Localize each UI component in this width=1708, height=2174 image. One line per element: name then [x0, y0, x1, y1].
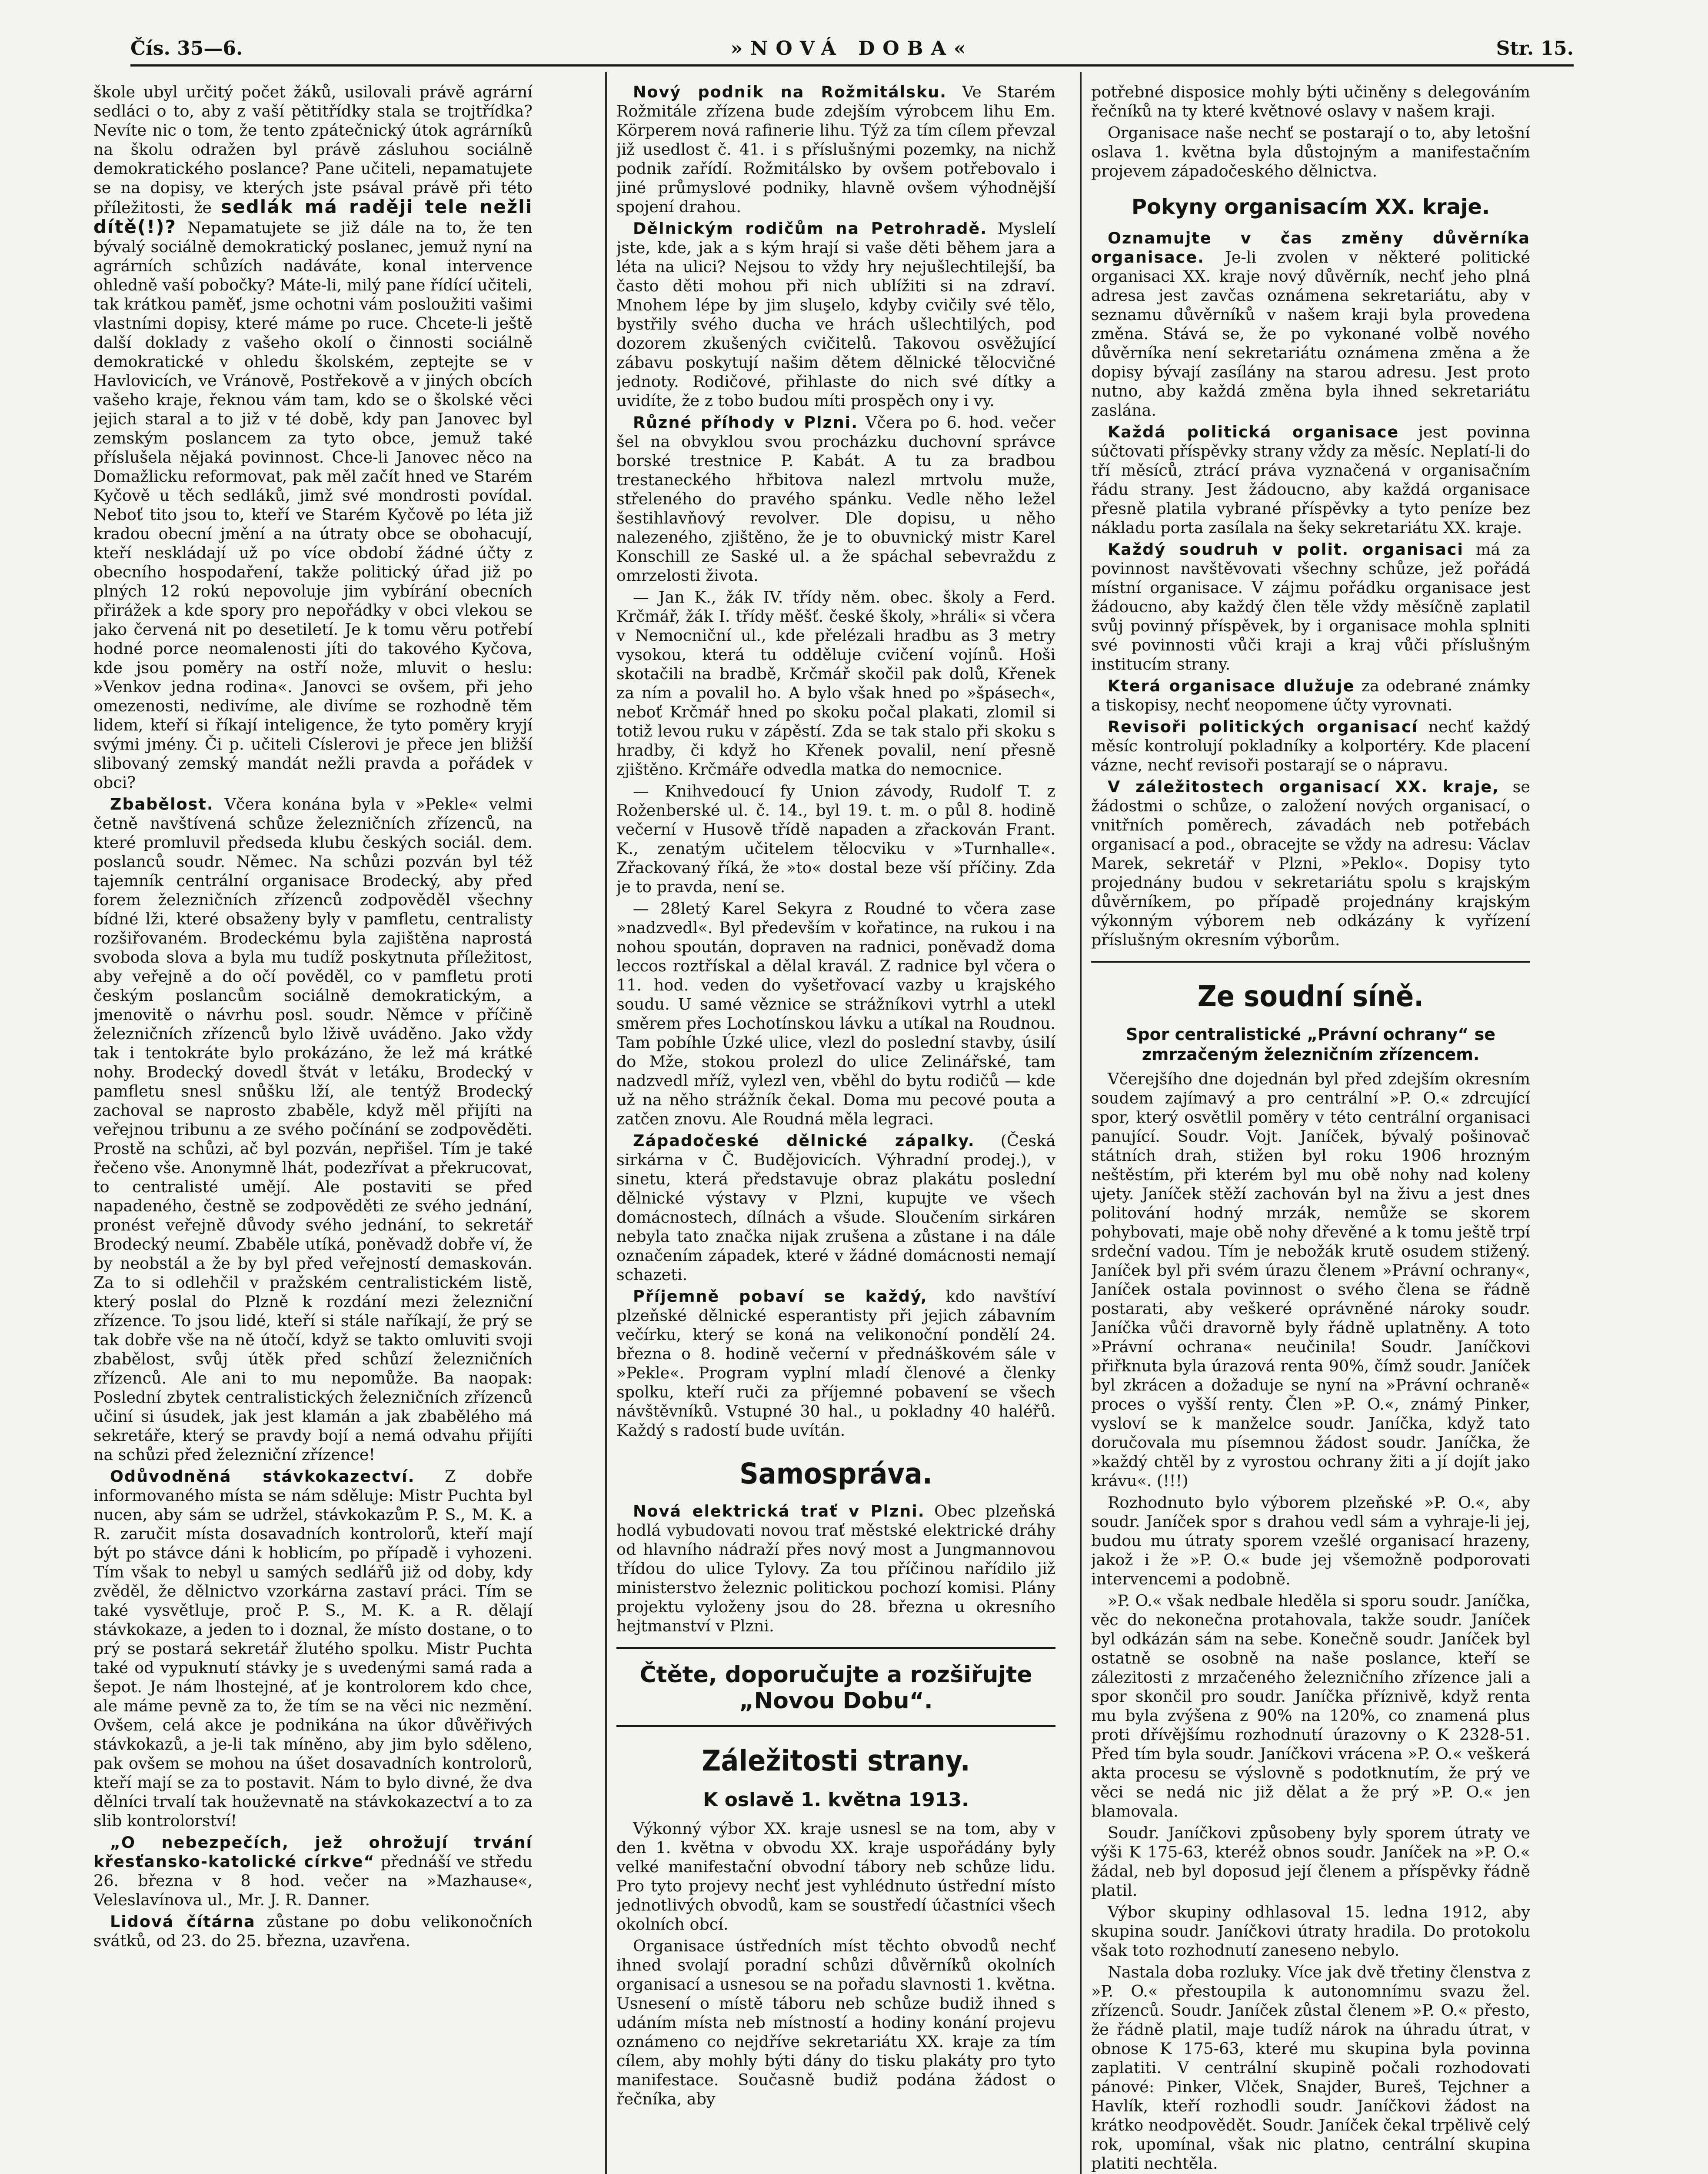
article-stavkokazectvi: Odůvodněná stávkokazectví. Z dobře informovaného místa se nám sděluje: Mistr Puchta byl nucen, aby sám se udržel, stávkokazům P. S., M. K. a R. zaručit místa dosavadních kontrolorů, kteří mají být po stávce dáni k hoblicím, po případě i vyhozeni. Tím však to nebyl u samých sedlářů již od doby, kdy zvěděl, že dělnictvo vzorkárna zastaví práci. Tím se také vysvětluje, proč P. S., M. K. a R. dělají stávkokaze, a jeden to i doznal, že místo dostane, o to prý se postará sekretář žlutého spolku. Mistr Puchta také od vypuknutí stávky je s uvedenými samá rada a šepot. Je nám lhostejné, ať je kontrolorem kdo chce, ale máme pevně za to, že tím se na věci nic nezmění. Ovšem, celá akce je podnikána na úkor důvěřivých stávkokazů, a je-li tak míněno, aby jim bylo sděleno, pak ovšem se mohou na úšet dosavadních kontrolorů, kteří mají se za to postavit. Nám to bylo divné, že dva dělníci trvalí tak houževnatě na stávkokazectví a to za slib kontrolorství! [93, 1467, 533, 1830]
column-rule-2 [1080, 72, 1082, 2174]
banner-nova-doba: Čtěte, doporučujte a rozšiřujte „Novou Dobu“. [639, 1662, 1032, 1714]
article-oslava-1: Výkonný výbor XX. kraje usnesl se na tom, aby v den 1. května v obvodu XX. kraje uspořádány byly velké manifestační obvodní tábory neb schůze lidu. Pro tyto projevy nechť jest vyhlédnuto ústřední místo jednotlivých obvodů, kam se soustředí účastníci všech okolních obcí. [616, 1819, 1055, 1934]
column-rule-1 [605, 72, 607, 2174]
article-school-text: škole ubyl určitý počet žáků, usilovali právě agrární sedláci o to, aby z vaší pětitřídky stala se trojtřídka? Nevíte nic o tom, že tento zpátečnický útok agrárníků na školu odražen byl právě zásluhou sociálně demokratického poslance? Pane učiteli, nepamatujete se na dopisy, ve kterých jste psával právě při této příležitosti, že sedlák má raději tele nežli dítě(!)? Nepamatujete se již dále na to, že ten bývalý sociálně demokratický poslanec, jemuž nyní na agrárních schůzích nadáváte, konal intervence ohledně vaší pobočky? Máte-li, milý pane řídící učiteli, tak krátkou paměť, jsme ochotni vám posloužiti vašimi vlastními dopisy, které máme po ruce. Chcete-li ještě další doklady z vašeho okolí o činnosti sociálně demokratické v ohledu školském, zeptejte se v Havlovicích, ve Vránově, Postřekově a v jiných obcích vašeho kraje, řeknou vám tam, kdo se o školské věci jejich staral a to již v té době, kdy pan Janovec byl zemským poslancem za tyto obce, jemuž také příslušela nějaká povinnost. Chce-li Janovec něco na Domažlicku reformovat, pak měl začít hned ve Starém Kyčově u těch sedláků, jimž své mondrosti povídal. Neboť tito jsou to, kteří ve Starém Kyčově po léta již kradou obecní jmění a na útraty obce se obohacují, kteří neskládají už po více období žádné účty z obecního hospodaření, takže politický úřad již po plných 12 rokú nepovoluje jim vybírání obecních přirážek a kde spory pro nepořádky v obci vlekou se jako červená nit po desetiletí. Je k tomu věru potřebí hodné porce neomalenosti jíti do takového Kyčova, kde jsou poměry na ostří nože, mluvit o heslu: »Venkov jedna rodina«. Janovci se ovšem, při jeho omezenosti, nedivíme, ale divíme se rozhodně těm lidem, kteří si říkají inteligence, že tyto poměry kryjí svými jmény. Či p. učiteli Císlerovi je přece jen bližší slibovaný zemský mandát nežli pravda a pořádek v obci? [93, 83, 533, 792]
newspaper-title: »NOVÁ DOBA« [730, 37, 974, 60]
section-samosprava: Samospráva. [739, 1457, 932, 1490]
article-oslava-cont-2: Organisace naše nechť se postarají o to, aby letošní oslava 1. května byla důstojným a manifestačním projevem západočeského dělnictva. [1091, 123, 1530, 180]
issue-number: Čís. 35—6. [130, 37, 243, 60]
article-esperanto: Příjemně pobaví se každý, kdo navštíví plzeňské dělnické esperantisty při jejich zábavním večírku, který se koná na velikonoční pondělí 24. března o 8. hodině večerní v přednáškovém sále v »Pekle«. Program vyplní mladí členové a členky spolku, kteří ruči za příjemné pobavení se všech návštěvníků. Vstupné 30 hal., u pokladny 40 haléřů. Každý s radostí bude uvítán. [616, 1287, 1055, 1440]
column-2 [616, 83, 1055, 2174]
article-citarna: Lidová čítárna zůstane po dobu velikonočních svátků, od 23. do 25. března, uzavřena. [93, 1912, 533, 1950]
article-elektricka: Nová elektrická trať v Plzni. Obec plzeňská hodlá vybudovati novou trať městské elektrické dráhy od hlavního nádraží přes nový most a Jungmannovou třídou do ulice Tylovy. Za tou příčinou nařídilo již ministerstvo železnic politickou pochozí komisi. Plány projektu vyloženy jsou do 28. března u okresního hejtmanství v Plzni. [616, 1502, 1055, 1635]
article-spor-6: Nastala doba rozluky. Více jak dvě třetiny členstva z »P. O.« přestoupila k autonomnímu svazu žel. zřízenců. Soudr. Janíček zůstal členem »P. O.« přesto, že řádně platil, maje tudíž nárok na úhradu útrat, v obnose K 175-63, které mu skupina byla povinna zaplatiti. V centrální skupině počali rozhodovati pánové: Pinker, Vlček, Snajder, Bureš, Tejchner a Havlík, kteří rozhodli soudr. Janíčkovi žádost na krátko neodpovědět. Soudr. Janíček čekal trpělivě celý rok, upomínal, však nic platno, centrální skupina platiti nechtěla. [1091, 1963, 1530, 2173]
subheading-oslava: K oslavě 1. května 1913. [703, 1789, 969, 1811]
section-zalezitosti: Záležitosti strany. [702, 1744, 970, 1777]
article-prispevky: Každá politická organisace jest povinna súčtovati příspěvky strany vždy za měsíc. Neplatí-li do tří měsíců, ztrácí práva vyznačená v organisačním řádu strany. Jest žádoucno, aby každá organisace přesně platila vybrané příspěvky a tyto peníze bez nákladu porta zasílala na šeky sekretariátu XX. kraje. [1091, 423, 1530, 537]
article-prednaska: „O nebezpečích, jež ohrožují trvání křesťansko-katolické církve“ přednáší ve středu 26. března v 8 hod. večer na »Mazhause«, Veleslavínova ul., Mr. J. R. Danner. [93, 1833, 533, 1909]
section-soudni-sin: Ze soudní síně. [1197, 980, 1424, 1013]
article-zbabelost: Zbabělost. Včera konána byla v »Pekle« velmi četně navštívená schůze železničních zřízenců, na které promluvil předseda klubu českých sociál. dem. poslanců soudr. Němec. Na schůzi pozván byl též tajemník centrální organisace Brodecký, aby před forem železničních zřízenců zodpověděl všechny bídné lži, které obsaženy byly v pamfletu, centralisty rozšiřovaném. Brodeckému byla zajištěna naprostá svoboda slova a byla mu tudíž poskytnuta příležitost, aby veřejně a do očí pověděl, co v pamfletu proti českým poslancům sociálně demokratickým, a jmenovitě o návrhu posl. soudr. Němce v příčině železničních zřízenců bylo lživě uváděno. Jako vždy tak i tentokráte bylo prokázáno, že lež má krátké nohy. Brodecký dovedl štvát v letáku, Brodecký v pamfletu snesl snůšku lží, ale tentýž Brodecký zachoval se naprosto zbaběle, když měl přijíti na veřejnou tribunu a ze svého počínání se zodpověděti. Prostě na schůzi, ač byl pozván, nepřišel. Tím je také řečeno vše. Anonymně lhát, podezřívat a překrucovat, to centralisté umějí. Ale postaviti se před napadeného, čestně se zodpověděti ze svého jednání, pronést veřejně důvody svého jednání, to sekretář Brodecký neumí. Zbaběle utíká, poněvadž dobře ví, že by neobstál a že by byl před veřejností demaskován. Za to si odlehčil v pražském centralistickém listě, který poslal do Plzně k rozdání mezi železniční zřízence. To jsou lidé, kteří si stále naříkají, že prý se tak dobře vše na ně útočí, když se takto omluviti svoji zbabělost, svůj útěk před schůzí železničních zřízenců. Ale ani to mu nepomůže. Ba naopak: Poslední zbytek centralistických železničních zřízenců učiní si úsudek, jak jest klamán a jak zbabělého má sekretáře, který se pravdy bojí a nemá odvahu přijíti na schůzi před železniční zřízence! [93, 795, 533, 1464]
article-spor-2: Rozhodnuto bylo výborem plzeňské »P. O.«, aby soudr. Janíček spor s drahou vedl sám a vyhraje-li jej, budou mu útraty sporem vzešlé organisací hrazeny, jakož i že »P. O.« bude jej všemožně podporovati intervencemi a podobně. [1091, 1493, 1530, 1588]
article-dluhy: Která organisace dlužuje za odebrané známky a tiskopisy, nechť neopomene účty vyrovnati. [1091, 677, 1530, 714]
article-prihody-3: — Knihvedoucí fy Union závody, Rudolf T. z Roženberské ul. č. 14., byl 19. t. m. o půl 8. hodině večerní v Husově třídě napaden a zřackován Frant. K., zenatým učitelem tělocviku v »Turnhalle«. Zřackovaný říká, že »to« dostal beze vší příčiny. Zda je to pravda, není se. [616, 782, 1055, 896]
article-prihody-4: — 28letý Karel Sekyra z Roudné to včera zase »nadzvedl«. Byl především v kořatince, na rukou i na nohou spoután, dopraven na radnici, poněvadž doma leccos roztřískal a dělal kravál. Z radnice byl včera o 11. hod. veden do vyšetřovací vazby u krajského soudu. U samé věznice se strážníkovi vytrhl a utekl směrem přes Lochotínskou lávku a utíkal na Roudnou. Tam pobíhle Úzké ulice, vlezl do poslední stavby, úsilí do Mže, stokou prolezl do ulice Zelinářské, tam nadzvedl mříž, vylezl ven, vběhl do bytu rodičů — kde už na něho strážník čekal. Doma mu pecové pouta a zatčen znovu. Ale Roudná měla legraci. [616, 899, 1055, 1128]
page-header [130, 34, 1574, 67]
article-prihody: Různé příhody v Plzni. Včera po 6. hod. večer šel na obvyklou svou procházku duchovní správce borské trestnice P. Kabát. A tu za bradbou trestaneckého hřbitova nalezl mrtvolu muže, střeleného do pravého spánku. Vedle něho ležel šestihlavňový revolver. Dle dopisu, u něho nalezeného, zjištěno, že je to obuvnický mistr Karel Konschill ze Saské ul. a že spáchal sebevraždu z omrzelosti života. [616, 413, 1055, 585]
divider [1091, 961, 1530, 963]
divider [616, 1647, 1055, 1649]
article-petrohrad: Dělnickým rodičům na Petrohradě. Myslelí jste, kde, jak a s kým hrají si vaše děti během jara a léta na ulici? Nejsou to vždy hry nejušlechtilejší, ba často děti mohou při nich ublížiti si na zdraví. Mnohem lépe by jim sluşelo, kdyby cvičily své tělo, bystřily svého ducha ve hrách ušlechtilých, pod dozorem zkušených cvičitelů. Takovou osvěžující zábavu poskytují našim dětem dělnické tělocvičné jednoty. Rodičové, přihlaste do nich své dítky a uvidíte, že z tobo budou míti prospěch ony i vy. [616, 219, 1055, 410]
article-oslava-2: Organisace ústředních míst těchto obvodů nechť ihned svolají poradní schůzi důvěrníků okolních organisací a usnesou se na pořadu slavnosti 1. května. Usnesení o místě táboru neb schůze budiž ihned s udáním místa neb místností a hodiny konání projevu oznámeno co nejdříve sekretariátu XX. kraje za tím cílem, aby mohly býti dány do tisku plakáty pro tyto manifestace. Současně budiž podána žádost o řečníka, aby [616, 1937, 1055, 2108]
column-1 [93, 83, 533, 2174]
article-schuze: Každý soudruh v polit. organisaci má za povinnost navštěvovati všechny schůze, jež pořádá místní organisace. V zájmu pořádku organisace jest žádoucno, aby každý člen těle vždy měsíčně zaplatil svůj povinný příspěvek, by i organisace mohla splniti své povinnosti vůči kraji a kraj vůči příslušným institucím strany. [1091, 540, 1530, 674]
article-rozmitalsko: Nový podnik na Rožmitálsku. Ve Starém Rožmitále zřízena bude zdejším výrobcem lihu Em. Körperem nová rafinerie lihu. Týž za tím cílem převzal již usedlost č. 41. i s příslušnými pozemky, na nichž podnik zařídí. Rožmitálsko by ovšem potřebovalo i jiné průmyslové podniky, hlavně ovšem výhodnější spojení drahou. [616, 83, 1055, 216]
article-zapalky: Západočeské dělnické zápalky. (Česká sirkárna v Č. Budějovicích. Výhradní prodej.), v sinetu, která představuje obraz plakátu poslední dělnické výstavy v Plzni, kupujte ve všech domácnostech, dílnách a všude. Sloučením sirkáren nebyla tato značka nijak zrušena a zůstane i na dále označením západek, které v žádné domácnosti nemají schazeti. [616, 1131, 1055, 1284]
section-pokyny: Pokyny organisacím XX. kraje. [1131, 195, 1490, 219]
article-zalezitosti-kraje: V záležitostech organisací XX. kraje, se žádostmi o schůze, o založení nových organisací, o vnitřních poměrech, závadách neb potřebách organisací a pod., obracejte se vždy na adresu: Václav Marek, sekretář v Plzni, »Peklo«. Dopisy tyto projednány budou v sekretariátu spolu s krajským důvěrníkem, po případě projednány krajským výkonným výborem neb odkázány k vyřízení příslušným okresním výborům. [1091, 777, 1530, 949]
subheading-spor: Spor centralistické „Právní ochrany“ se zmrzačeným železničním zřízencem. [1126, 1025, 1495, 1064]
article-prihody-2: — Jan K., žák IV. třídy něm. obec. školy a Ferd. Krčmář, žák I. třídy měšť. české školy, »hráli« si včera v Nemocniční ul., kde přelézali hradbu as 3 metry vysokou, která tu odděluje cvičení vojínů. Hoši skotačili na bradbě, Krčmář skočil pak dolů, Křenek za ním a povalil ho. A bylo však hned po »špásech«, neboť Krčmář hned po skoku počal plakati, zlomil si totiž levou ruku v zápěstí. Zda se tak stalo při skoku s hradby, či když ho Křenek povalil, není přesně zjištěno. Krčmáře odvedla matka do nemocnice. [616, 588, 1055, 779]
divider [616, 1725, 1055, 1727]
page-number: Str. 15. [1496, 37, 1574, 60]
article-duvernik: Oznamujte v čas změny důvěrníka organisace. Je-li zvolen v některé politické organisaci XX. kraje nový důvěrník, nechť jeho plná adresa jest zavčas oznámena sekretariátu, aby v seznamu důvěrníků v našem kraji byla provedena změna. Stává se, že po vykonané volbě nového důvěrníka není sekretariátu oznámena změna a že dopisy bývají zasílány na starou adresu. Jest proto nutno, aby každá změna byla ihned sekretariátu zaslána. [1091, 229, 1530, 420]
article-spor-1: Včerejšího dne dojednán byl před zdejším okresním soudem zajímavý a pro centrální »P. O.« zdrcující spor, který osvětlil poměry v této centrální organisaci panující. Soudr. Vojt. Janíček, bývalý pošinovač státních drah, stižen byl roku 1906 hrozným neštěstím, při kterém byl mu obě nohy nad koleny ujety. Janíček stěží zachován byl na živu a jest dnes politování hodný mrzák, nemůže se skorem pohybovati, maje obě nohy dřevěné a k tomu ještě trpí srdeční vadou. Tím je nebožák krutě osudem stižený. Janíček byl při svém úrazu členem »Právní ochrany«, Janíček ostala povinnost o svého člena se řádně postarati, aby veškeré oprávněné nároky soudr. Janíčka vůči dravorně byly řádně uplatněny. A toto »Právní ochrana« neučinila! Soudr. Janíčkovi přiřknuta byla úrazová renta 90%, čímž soudr. Janíček byl zkrácen a dožaduje se nyní na »Právní ochraně« proces o vyšší renty. Člen »P. O.«, známý Pinker, vysloví se k manželce soudr. Janíčka, když tato doručovala mu písemnou žádost soudr. Janíčka, že »každý chtěl by z vyrostou ochrany žiti a jí dojít jako krávu«. (!!!) [1091, 1070, 1530, 1490]
article-oslava-cont: potřebné disposice mohly býti učiněny s delegováním řečníků na ty které květnové oslavy v našem kraji. [1091, 83, 1530, 120]
article-revisori: Revisoři politických organisací nechť každý měsíc kontrolují pokladníky a kolportéry. Kde placení vázne, nechť revisoři postarají se o nápravu. [1091, 717, 1530, 774]
article-spor-4: Soudr. Janíčkovi způsobeny byly sporem útraty ve výši K 175-63, kteréž obnos soudr. Janíček na »P. O.« žádal, neb byl doposud její členem a příspěvky řádně platil. [1091, 1824, 1530, 1900]
article-spor-5: Výbor skupiny odhlasoval 15. ledna 1912, aby skupina soudr. Janíčkovi útraty hradila. Do protokolu však toto rozhodnutí zaneseno nebylo. [1091, 1903, 1530, 1960]
column-3 [1091, 83, 1530, 2174]
article-spor-3: »P. O.« však nedbale hleděla si sporu soudr. Janíčka, věc do nekonečna protahovala, takže soudr. Janíček byl odkázán sám na sebe. Konečně soudr. Janíček byl ostatně se osobně na naše poslance, kteří se zálezitosti z mrzačeného železničního zřízence jali a spor skončil pro soudr. Janíčka příznivě, když renta mu byla zvýšena z 90% na 120%, co znamená plus proti dřívějšímu rozhodnutí úrazovny o K 2328-51. Před tím byla soudr. Janíčkovi vrácena »P. O.« veškerá akta procesu se výslovně s podotknutím, že prý ve věci se nedá nic již dělat a že prý »P. O.« jen blamovala. [1091, 1591, 1530, 1821]
